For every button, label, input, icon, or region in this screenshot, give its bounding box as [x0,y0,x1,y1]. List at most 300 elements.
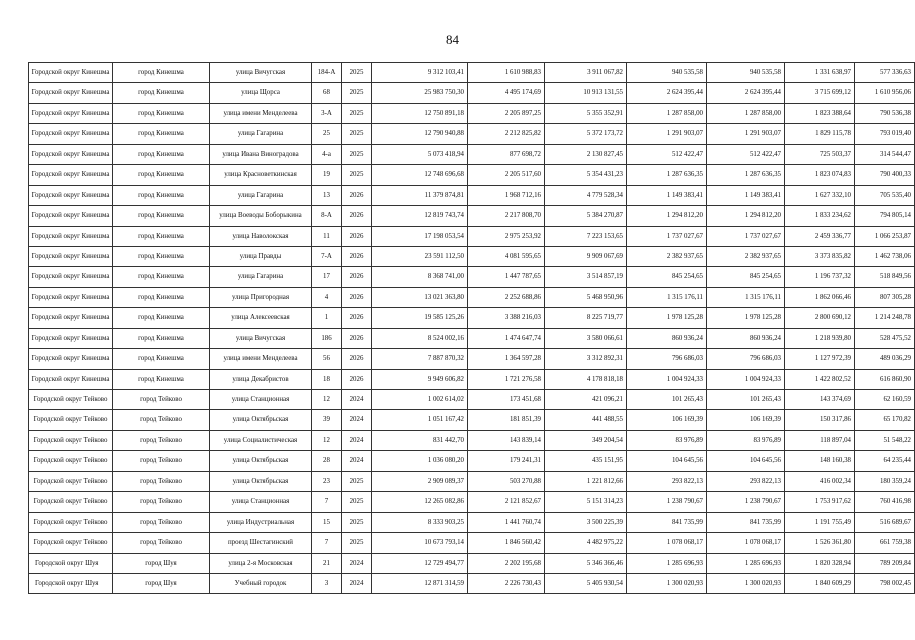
amount-col-9-cell: 1 287 858,00 [627,103,707,123]
table-row [29,573,915,593]
year-cell: 2025 [342,83,372,103]
district-cell: Городской округ Кинешма [29,349,113,369]
amount-col-11-cell: 1 862 066,46 [785,287,855,307]
total-cost-cell: 12 729 494,77 [372,553,468,573]
amount-col-11-cell: 1 526 361,80 [785,533,855,553]
amount-col-11-cell: 1 627 332,10 [785,185,855,205]
street-cell: улица Правды [210,246,312,266]
amount-col-11-cell: 416 002,34 [785,471,855,491]
amount-col-8-cell: 3 514 857,19 [545,267,627,287]
year-cell: 2026 [342,206,372,226]
amount-col-10-cell: 860 936,24 [707,328,785,348]
total-cost-cell: 25 983 750,30 [372,83,468,103]
amount-col-7-cell: 1 968 712,16 [468,185,545,205]
district-cell: Городской округ Тейково [29,390,113,410]
amount-col-9-cell: 106 169,39 [627,410,707,430]
district-cell: Городской округ Кинешма [29,206,113,226]
table-row [29,124,915,144]
settlement-cell: город Кинешма [113,83,210,103]
amount-col-7-cell: 1 474 647,74 [468,328,545,348]
district-cell: Городской округ Кинешма [29,165,113,185]
settlement-cell: город Тейково [113,410,210,430]
street-cell: улица Щорса [210,83,312,103]
table-row [29,390,915,410]
amount-col-8-cell: 7 223 153,65 [545,226,627,246]
amount-col-8-cell: 10 913 131,55 [545,83,627,103]
district-cell: Городской округ Кинешма [29,369,113,389]
table-row [29,410,915,430]
amount-col-9-cell: 940 535,58 [627,63,707,83]
settlement-cell: город Кинешма [113,226,210,246]
amount-col-10-cell: 1 287 636,35 [707,165,785,185]
district-cell: Городской округ Кинешма [29,308,113,328]
amount-col-11-cell: 118 897,04 [785,430,855,450]
amount-col-9-cell: 1 078 068,17 [627,533,707,553]
total-cost-cell: 12 871 314,59 [372,573,468,593]
amount-col-9-cell: 1 291 903,07 [627,124,707,144]
amount-col-11-cell: 725 503,37 [785,144,855,164]
amount-col-7-cell: 2 975 253,92 [468,226,545,246]
year-cell: 2026 [342,226,372,246]
amount-col-11-cell: 148 160,38 [785,451,855,471]
district-cell: Городской округ Кинешма [29,63,113,83]
amount-col-10-cell: 1 294 812,20 [707,206,785,226]
street-cell: улица Гагарина [210,267,312,287]
settlement-cell: город Тейково [113,451,210,471]
table-row [29,492,915,512]
amount-col-7-cell: 4 081 595,65 [468,246,545,266]
house-number-cell: 3-А [312,103,342,123]
amount-col-12-cell: 528 475,52 [855,328,915,348]
amount-col-11-cell: 1 196 737,32 [785,267,855,287]
amount-col-12-cell: 518 849,56 [855,267,915,287]
district-cell: Городской округ Кинешма [29,103,113,123]
amount-col-9-cell: 1 300 020,93 [627,573,707,593]
amount-col-10-cell: 845 254,65 [707,267,785,287]
amount-col-7-cell: 181 851,39 [468,410,545,430]
amount-col-9-cell: 2 624 395,44 [627,83,707,103]
settlement-cell: город Кинешма [113,369,210,389]
amount-col-9-cell: 1 978 125,28 [627,308,707,328]
amount-col-9-cell: 841 735,99 [627,512,707,532]
table-row [29,287,915,307]
house-number-cell: 7-А [312,246,342,266]
amount-col-8-cell: 421 096,21 [545,390,627,410]
amount-col-7-cell: 1 441 760,74 [468,512,545,532]
table-row [29,165,915,185]
year-cell: 2026 [342,369,372,389]
amount-col-8-cell: 4 779 528,34 [545,185,627,205]
total-cost-cell: 2 909 089,37 [372,471,468,491]
settlement-cell: город Кинешма [113,165,210,185]
amount-col-12-cell: 661 759,38 [855,533,915,553]
table-row [29,185,915,205]
house-number-cell: 23 [312,471,342,491]
amount-col-10-cell: 1 238 790,67 [707,492,785,512]
amount-col-12-cell: 790 400,33 [855,165,915,185]
street-cell: улица Алексеевская [210,308,312,328]
amount-col-9-cell: 796 686,03 [627,349,707,369]
house-number-cell: 19 [312,165,342,185]
amount-col-7-cell: 503 270,88 [468,471,545,491]
house-number-cell: 11 [312,226,342,246]
total-cost-cell: 10 673 793,14 [372,533,468,553]
amount-col-10-cell: 512 422,47 [707,144,785,164]
district-cell: Городской округ Кинешма [29,246,113,266]
amount-col-11-cell: 3 715 699,12 [785,83,855,103]
settlement-cell: город Кинешма [113,349,210,369]
amount-col-8-cell: 3 312 892,31 [545,349,627,369]
district-cell: Городской округ Тейково [29,512,113,532]
amount-col-10-cell: 1 315 176,11 [707,287,785,307]
year-cell: 2026 [342,287,372,307]
amount-col-11-cell: 2 800 690,12 [785,308,855,328]
table-row [29,226,915,246]
amount-col-11-cell: 1 840 609,29 [785,573,855,593]
district-cell: Городской округ Кинешма [29,124,113,144]
amount-col-7-cell: 2 217 808,70 [468,206,545,226]
street-cell: Учебный городок [210,573,312,593]
amount-col-9-cell: 1 737 027,67 [627,226,707,246]
street-cell: улица имени Менделеева [210,349,312,369]
amount-col-12-cell: 1 610 956,06 [855,83,915,103]
amount-col-9-cell: 1 294 812,20 [627,206,707,226]
amount-col-8-cell: 4 482 975,22 [545,533,627,553]
amount-col-8-cell: 5 405 930,54 [545,573,627,593]
table-row [29,83,915,103]
amount-col-8-cell: 349 204,54 [545,430,627,450]
table-row [29,451,915,471]
year-cell: 2026 [342,328,372,348]
settlement-cell: город Кинешма [113,103,210,123]
amount-col-7-cell: 2 212 825,82 [468,124,545,144]
amount-col-10-cell: 83 976,89 [707,430,785,450]
street-cell: улица Пригородная [210,287,312,307]
amount-col-12-cell: 51 548,22 [855,430,915,450]
amount-col-8-cell: 5 151 314,23 [545,492,627,512]
amount-col-11-cell: 1 218 939,80 [785,328,855,348]
year-cell: 2026 [342,185,372,205]
amount-col-12-cell: 789 209,84 [855,553,915,573]
settlement-cell: город Тейково [113,471,210,491]
year-cell: 2025 [342,492,372,512]
district-cell: Городской округ Кинешма [29,267,113,287]
settlement-cell: город Тейково [113,430,210,450]
amount-col-9-cell: 1 285 696,93 [627,553,707,573]
year-cell: 2026 [342,246,372,266]
year-cell: 2024 [342,573,372,593]
amount-col-7-cell: 2 226 730,43 [468,573,545,593]
street-cell: улица Воеводы Боборыкина [210,206,312,226]
house-number-cell: 15 [312,512,342,532]
amount-col-12-cell: 314 544,47 [855,144,915,164]
amount-col-12-cell: 798 002,45 [855,573,915,593]
amount-col-12-cell: 65 170,82 [855,410,915,430]
street-cell: улица Станционная [210,492,312,512]
table-row [29,103,915,123]
amount-col-10-cell: 2 624 395,44 [707,83,785,103]
house-number-cell: 1 [312,308,342,328]
year-cell: 2025 [342,63,372,83]
house-number-cell: 7 [312,533,342,553]
amount-col-12-cell: 516 689,67 [855,512,915,532]
table-row [29,512,915,532]
amount-col-7-cell: 4 495 174,69 [468,83,545,103]
district-cell: Городской округ Кинешма [29,287,113,307]
amount-col-7-cell: 2 205 517,60 [468,165,545,185]
amount-col-10-cell: 1 300 020,93 [707,573,785,593]
amount-col-11-cell: 1 753 917,62 [785,492,855,512]
amount-col-7-cell: 877 698,72 [468,144,545,164]
amount-col-9-cell: 1 149 383,41 [627,185,707,205]
settlement-cell: город Кинешма [113,328,210,348]
district-cell: Городской округ Кинешма [29,328,113,348]
amount-col-12-cell: 577 336,63 [855,63,915,83]
table-row [29,206,915,226]
total-cost-cell: 12 790 940,88 [372,124,468,144]
settlement-cell: город Кинешма [113,185,210,205]
total-cost-cell: 9 949 606,82 [372,369,468,389]
street-cell: проезд Шестагинский [210,533,312,553]
total-cost-cell: 12 819 743,74 [372,206,468,226]
amount-col-12-cell: 64 235,44 [855,451,915,471]
settlement-cell: город Тейково [113,512,210,532]
amount-col-11-cell: 143 374,69 [785,390,855,410]
amount-col-11-cell: 1 829 115,78 [785,124,855,144]
total-cost-cell: 8 524 002,16 [372,328,468,348]
amount-col-11-cell: 1 823 074,83 [785,165,855,185]
amount-col-9-cell: 845 254,65 [627,267,707,287]
amount-col-12-cell: 807 305,28 [855,287,915,307]
house-number-cell: 7 [312,492,342,512]
table-row [29,349,915,369]
house-number-cell: 3 [312,573,342,593]
district-cell: Городской округ Тейково [29,430,113,450]
amount-col-9-cell: 2 382 937,65 [627,246,707,266]
year-cell: 2026 [342,308,372,328]
district-cell: Городской округ Шуя [29,553,113,573]
street-cell: улица Октябрьская [210,471,312,491]
amount-col-8-cell: 3 911 067,82 [545,63,627,83]
amount-col-11-cell: 1 823 388,64 [785,103,855,123]
total-cost-cell: 5 073 418,94 [372,144,468,164]
amount-col-10-cell: 940 535,58 [707,63,785,83]
street-cell: улица Наволокская [210,226,312,246]
settlement-cell: город Шуя [113,573,210,593]
street-cell: улица Октябрьская [210,410,312,430]
street-cell: улица Октябрьская [210,451,312,471]
amount-col-10-cell: 101 265,43 [707,390,785,410]
amount-col-9-cell: 104 645,56 [627,451,707,471]
house-number-cell: 21 [312,553,342,573]
street-cell: улица Станционная [210,390,312,410]
amount-col-11-cell: 1 127 972,39 [785,349,855,369]
street-cell: улица имени Менделеева [210,103,312,123]
street-cell: улица 2-я Московская [210,553,312,573]
amount-col-10-cell: 106 169,39 [707,410,785,430]
amount-col-10-cell: 1 287 858,00 [707,103,785,123]
amount-col-8-cell: 441 488,55 [545,410,627,430]
year-cell: 2026 [342,349,372,369]
total-cost-cell: 19 585 125,26 [372,308,468,328]
amount-col-11-cell: 1 191 755,49 [785,512,855,532]
table-row [29,553,915,573]
year-cell: 2024 [342,451,372,471]
house-number-cell: 184-А [312,63,342,83]
amount-col-9-cell: 1 238 790,67 [627,492,707,512]
street-cell: улица Красноветкинская [210,165,312,185]
amount-col-10-cell: 1 004 924,33 [707,369,785,389]
year-cell: 2024 [342,410,372,430]
table-row [29,63,915,83]
amount-col-7-cell: 2 202 195,68 [468,553,545,573]
amount-col-7-cell: 1 721 276,58 [468,369,545,389]
house-number-cell: 56 [312,349,342,369]
data-table [28,62,915,594]
year-cell: 2025 [342,533,372,553]
district-cell: Городской округ Кинешма [29,226,113,246]
year-cell: 2025 [342,124,372,144]
house-number-cell: 12 [312,390,342,410]
total-cost-cell: 1 051 167,42 [372,410,468,430]
amount-col-12-cell: 489 036,29 [855,349,915,369]
amount-col-7-cell: 173 451,68 [468,390,545,410]
amount-col-8-cell: 435 151,95 [545,451,627,471]
total-cost-cell: 23 591 112,50 [372,246,468,266]
amount-col-12-cell: 790 536,38 [855,103,915,123]
house-number-cell: 17 [312,267,342,287]
amount-col-8-cell: 1 221 812,66 [545,471,627,491]
amount-col-7-cell: 1 846 560,42 [468,533,545,553]
settlement-cell: город Кинешма [113,287,210,307]
total-cost-cell: 7 887 870,32 [372,349,468,369]
amount-col-10-cell: 293 822,13 [707,471,785,491]
house-number-cell: 8-А [312,206,342,226]
house-number-cell: 186 [312,328,342,348]
house-number-cell: 68 [312,83,342,103]
table-row [29,308,915,328]
district-cell: Городской округ Шуя [29,573,113,593]
street-cell: улица Социалистическая [210,430,312,450]
table-row [29,144,915,164]
house-number-cell: 4-а [312,144,342,164]
amount-col-8-cell: 5 354 431,23 [545,165,627,185]
amount-col-11-cell: 150 317,86 [785,410,855,430]
amount-col-10-cell: 1 291 903,07 [707,124,785,144]
settlement-cell: город Кинешма [113,206,210,226]
amount-col-11-cell: 1 833 234,62 [785,206,855,226]
amount-col-11-cell: 2 459 336,77 [785,226,855,246]
street-cell: улица Вичугская [210,63,312,83]
total-cost-cell: 831 442,70 [372,430,468,450]
house-number-cell: 13 [312,185,342,205]
amount-col-9-cell: 293 822,13 [627,471,707,491]
street-cell: улица Гагарина [210,124,312,144]
table-row [29,369,915,389]
amount-col-10-cell: 1 285 696,93 [707,553,785,573]
table-row [29,246,915,266]
amount-col-8-cell: 8 225 719,77 [545,308,627,328]
amount-col-8-cell: 3 500 225,39 [545,512,627,532]
amount-col-10-cell: 2 382 937,65 [707,246,785,266]
table-row [29,533,915,553]
year-cell: 2025 [342,512,372,532]
amount-col-7-cell: 143 839,14 [468,430,545,450]
year-cell: 2025 [342,103,372,123]
table-row [29,267,915,287]
amount-col-12-cell: 760 416,98 [855,492,915,512]
amount-col-7-cell: 2 252 688,86 [468,287,545,307]
total-cost-cell: 8 333 903,25 [372,512,468,532]
district-cell: Городской округ Тейково [29,471,113,491]
district-cell: Городской округ Тейково [29,410,113,430]
settlement-cell: город Кинешма [113,63,210,83]
total-cost-cell: 9 312 103,41 [372,63,468,83]
street-cell: улица Вичугская [210,328,312,348]
year-cell: 2026 [342,267,372,287]
amount-col-7-cell: 1 364 597,28 [468,349,545,369]
year-cell: 2025 [342,471,372,491]
total-cost-cell: 1 036 080,20 [372,451,468,471]
district-cell: Городской округ Тейково [29,533,113,553]
amount-col-8-cell: 5 372 173,72 [545,124,627,144]
settlement-cell: город Тейково [113,533,210,553]
amount-col-11-cell: 1 422 802,52 [785,369,855,389]
page-number: 84 [446,32,459,47]
amount-col-12-cell: 616 860,90 [855,369,915,389]
year-cell: 2024 [342,430,372,450]
amount-col-10-cell: 104 645,56 [707,451,785,471]
amount-col-11-cell: 1 331 638,97 [785,63,855,83]
amount-col-8-cell: 4 178 818,18 [545,369,627,389]
street-cell: улица Гагарина [210,185,312,205]
total-cost-cell: 12 748 696,68 [372,165,468,185]
amount-col-9-cell: 1 287 636,35 [627,165,707,185]
amount-col-9-cell: 101 265,43 [627,390,707,410]
total-cost-cell: 8 368 741,00 [372,267,468,287]
house-number-cell: 4 [312,287,342,307]
amount-col-7-cell: 179 241,31 [468,451,545,471]
amount-col-10-cell: 1 978 125,28 [707,308,785,328]
total-cost-cell: 12 265 082,86 [372,492,468,512]
amount-col-8-cell: 2 130 827,45 [545,144,627,164]
settlement-cell: город Тейково [113,390,210,410]
amount-col-7-cell: 1 610 988,83 [468,63,545,83]
amount-col-12-cell: 1 066 253,87 [855,226,915,246]
amount-col-8-cell: 5 468 950,96 [545,287,627,307]
settlement-cell: город Тейково [113,492,210,512]
table-row [29,328,915,348]
amount-col-9-cell: 512 422,47 [627,144,707,164]
amount-col-12-cell: 793 019,40 [855,124,915,144]
amount-col-9-cell: 83 976,89 [627,430,707,450]
district-cell: Городской округ Кинешма [29,144,113,164]
total-cost-cell: 12 750 891,18 [372,103,468,123]
district-cell: Городской округ Тейково [29,492,113,512]
street-cell: улица Индустриальная [210,512,312,532]
amount-col-11-cell: 1 820 328,94 [785,553,855,573]
amount-col-12-cell: 1 462 738,06 [855,246,915,266]
year-cell: 2024 [342,390,372,410]
amount-col-8-cell: 9 909 067,69 [545,246,627,266]
total-cost-cell: 1 002 614,02 [372,390,468,410]
street-cell: улица Ивана Виноградова [210,144,312,164]
amount-col-10-cell: 841 735,99 [707,512,785,532]
amount-col-12-cell: 180 359,24 [855,471,915,491]
amount-col-12-cell: 1 214 248,78 [855,308,915,328]
amount-col-10-cell: 796 686,03 [707,349,785,369]
amount-col-8-cell: 5 384 270,87 [545,206,627,226]
